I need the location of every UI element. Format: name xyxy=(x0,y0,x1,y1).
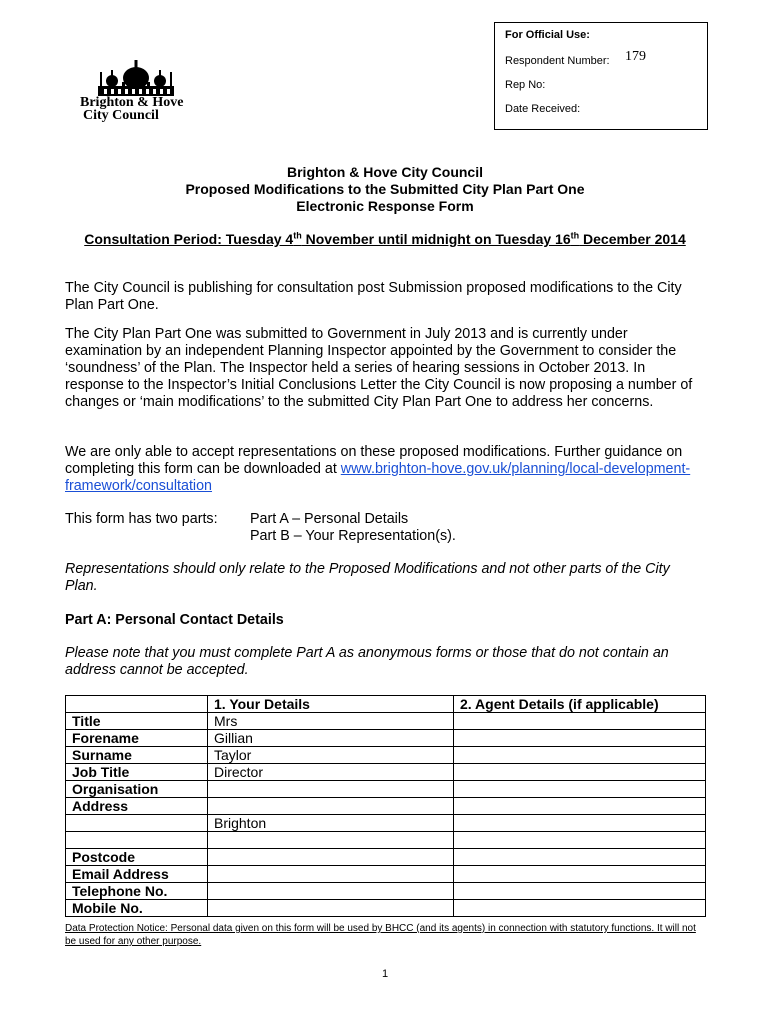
row-label: Forename xyxy=(66,730,208,747)
page-number: 1 xyxy=(381,968,389,980)
personal-details-table xyxy=(65,695,706,917)
agent-details-cell[interactable] xyxy=(454,764,706,781)
row-label: Postcode xyxy=(66,849,208,866)
agent-details-cell[interactable] xyxy=(454,900,706,917)
row-label: Surname xyxy=(66,747,208,764)
table-row xyxy=(66,832,706,849)
official-use-heading: For Official Use: xyxy=(505,29,590,41)
logo-text-line2: City Council xyxy=(83,108,159,123)
logo-text-line1: Brighton & Hove xyxy=(80,95,184,110)
table-row xyxy=(66,883,706,900)
respondent-number-value: 179 xyxy=(625,49,646,64)
consultation-period: Consultation Period: Tuesday 4th November until midnight on Tuesday 16th December 2014 xyxy=(84,230,686,247)
header-subtitle: Proposed Modifications to the Submitted City Plan Part One xyxy=(185,181,585,197)
row-label: Email Address xyxy=(66,866,208,883)
agent-details-cell[interactable] xyxy=(454,866,706,883)
guidance-paragraph: We are only able to accept representations on these proposed modifications. Further guidance on completing this form can be downloaded at www.brighton-hove.gov.uk/planning/local-development-framework/consultation xyxy=(65,444,691,494)
date-received-label: Date Received: xyxy=(505,103,581,115)
official-use-box xyxy=(494,22,708,130)
row-label: Title xyxy=(66,713,208,730)
agent-details-cell[interactable] xyxy=(454,747,706,764)
background-paragraph: The City Plan Part One was submitted to Government in July 2013 and is currently under examination by an independent Planning Inspector appointed by the Government to consider the ‘soundness’ of the Plan. The Inspector held a series of hearing sessions in October 2013. In response to the Inspector’s Initial Conclusions Letter the City Council is now proposing a number of changes or ‘main modifications’ to the submitted City Plan Part One to address her concerns. xyxy=(65,326,693,410)
your-details-cell[interactable] xyxy=(208,781,454,798)
representation-note: Representations should only relate to the Proposed Modifications and not other parts of the City Plan. xyxy=(65,561,670,594)
row-label: Organisation xyxy=(66,781,208,798)
table-row xyxy=(66,764,706,781)
your-details-cell[interactable]: Taylor xyxy=(208,747,454,764)
your-details-cell[interactable] xyxy=(208,900,454,917)
agent-details-cell[interactable] xyxy=(454,713,706,730)
header-title: Brighton & Hove City Council xyxy=(287,164,483,180)
table-row xyxy=(66,900,706,917)
table-header-empty xyxy=(66,696,208,713)
row-label: Job Title xyxy=(66,764,208,781)
your-details-cell[interactable]: Director xyxy=(208,764,454,781)
agent-details-cell[interactable] xyxy=(454,832,706,849)
your-details-cell[interactable] xyxy=(208,832,454,849)
row-label: Mobile No. xyxy=(66,900,208,917)
row-label xyxy=(66,832,208,849)
rep-no-label: Rep No: xyxy=(505,79,546,91)
guidance-link[interactable]: www.brighton-hove.gov.uk/planning/local-development-framework/consultation xyxy=(65,461,691,494)
table-header-row xyxy=(66,696,706,713)
part-a-item: Part A – Personal Details xyxy=(250,511,409,527)
table-row xyxy=(66,781,706,798)
table-row xyxy=(66,730,706,747)
your-details-cell[interactable]: Gillian xyxy=(208,730,454,747)
agent-details-cell[interactable] xyxy=(454,781,706,798)
your-details-cell[interactable] xyxy=(208,849,454,866)
row-label: Telephone No. xyxy=(66,883,208,900)
table-row xyxy=(66,798,706,815)
table-row xyxy=(66,713,706,730)
table-row xyxy=(66,849,706,866)
part-a-note: Please note that you must complete Part A as anonymous forms or those that do not contain an address cannot be accepted. xyxy=(65,645,669,678)
table-row xyxy=(66,747,706,764)
agent-details-header: 2. Agent Details (if applicable) xyxy=(454,696,706,713)
respondent-number-label: Respondent Number: xyxy=(505,55,610,67)
your-details-cell[interactable] xyxy=(208,866,454,883)
parts-label: This form has two parts: xyxy=(65,511,218,527)
row-label: Address xyxy=(66,798,208,815)
agent-details-cell[interactable] xyxy=(454,815,706,832)
data-protection-notice: Data Protection Notice: Personal data given on this form will be used by BHCC (and its agents) in connection with statutory functions. It will not be used for any other purpose. xyxy=(65,923,696,947)
agent-details-cell[interactable] xyxy=(454,798,706,815)
header-form-name: Electronic Response Form xyxy=(296,198,474,214)
your-details-cell[interactable]: Brighton xyxy=(208,815,454,832)
agent-details-cell[interactable] xyxy=(454,730,706,747)
agent-details-cell[interactable] xyxy=(454,883,706,900)
your-details-header: 1. Your Details xyxy=(208,696,454,713)
your-details-cell[interactable]: Mrs xyxy=(208,713,454,730)
table-row xyxy=(66,866,706,883)
row-label xyxy=(66,815,208,832)
your-details-cell[interactable] xyxy=(208,798,454,815)
table-row xyxy=(66,815,706,832)
pavilion-icon xyxy=(78,58,193,98)
part-a-heading: Part A: Personal Contact Details xyxy=(65,612,284,628)
your-details-cell[interactable] xyxy=(208,883,454,900)
part-b-item: Part B – Your Representation(s). xyxy=(250,528,456,544)
agent-details-cell[interactable] xyxy=(454,849,706,866)
intro-paragraph: The City Council is publishing for consultation post Submission proposed modifications to the City Plan Part One. xyxy=(65,280,682,313)
